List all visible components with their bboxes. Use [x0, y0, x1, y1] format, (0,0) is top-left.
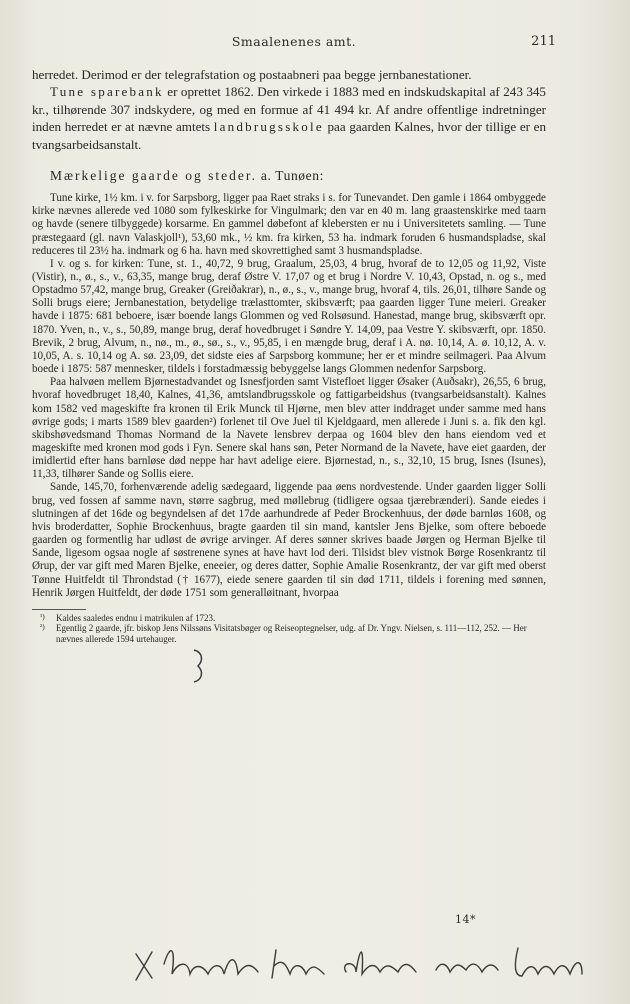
running-title: Smaalenenes amt.: [231, 34, 357, 49]
footnote-1: [40, 613, 546, 624]
section-heading-main: Mærkelige gaarde og steder.: [50, 168, 257, 184]
landbrugsskole-term: landbrugsskole: [213, 119, 324, 135]
page-header: [32, 34, 556, 50]
tune-sparebank-term: Tune sparebank: [50, 84, 164, 100]
intro-paragraph-2: [32, 83, 546, 153]
paragraph-kalnes: Paa halvøen mellem Bjørnestadvandet og Isnesfjorden samt Vistefloet ligger Øsaker (Auðsakr), 26,55, 6 brug, hvoraf hovedbruget 18,40, Kalnes, 41,36, amtslandbrugsskole og fattigarbeidshus (tvangsarbeidsanstalt). Kalnes kom 1582 ved mageskifte fra kronen til Erik Munck til Hjørne, men blev atter inddraget under samme med hans øvrige gods; i marts 1589 blev gaarden²) forlenet til Ove Juel til Kjeldgaard, men allerede i Juni s. a. fik den kgl. skibshøvedsmand Thomas Normand de la Navete lensbrev derpaa og 1604 blev den hans eiendom ved et mageskifte med kronen mod gods i Fyn. Senere skal hans søn, Peter Normand de la Navete, have eiet gaarden, der imidlertid efter hans barnløse død neppe har havt adelige eiere. Bjørnestad, n., s., 32,10, 15 brug, Isnes (Isunes), 11,33, tilhører Sande og Sollis eiere.: [32, 376, 546, 481]
footnote-2: [40, 623, 546, 644]
footnote-1-mark: ¹): [40, 611, 45, 621]
intro-paragraph-2-end: paa gaarden Kalnes, hvor der tillige er en tvangsarbeidsanstalt.: [32, 119, 546, 152]
intro-paragraph-1: herredet. Derimod er der telegrafstation og postaabneri paa begge jernbanestationer.: [32, 67, 472, 82]
intro-paragraph-2-text: er oprettet 1862. Den virkede i 1883 med en indskudskapital af 243 345 kr., tilhørende 307 indskydere, og med en formue af 41 494 kr. Af andre offentlige indretninger inden herredet er at nævne amtets: [32, 84, 546, 135]
handwritten-annotation: [130, 934, 590, 992]
paragraph-gaarde-list: I v. og s. for kirken: Tune, st. 1., 40,72, 9 brug, Graalum, 25,03, 4 brug, hvoraf de to 12,05 og 11,92, Viste (Vistir), n., ø., s., v., 63,35, mange brug, deraf Østre V. 17,07 og et brug i Nordre V. 10,43, Opstad, n. og s., med Opstadmo 57,42, mange brug, Greaker (Greiðakrar), n., ø., s., v., mange brug, hvoraf 4, tils. 26,01, tilhøre Sande og Solli brugs eiere; Jernbanestation, betydelige trælasttomter, skibsværft; paa gaarden ligger Tune meieri. Greaker havde i 1875: 681 beboere, især boende langs Glommen og ved Rolsøsund. Hanestad, mange brug, skibsværft opr. 1870. Yven, n., v., s., 50,89, mange brug, deraf hovedbruget i Søndre Y. 14,09, paa Vestre Y. skibsværft, opr. 1850. Brevik, 2 brug, Alvum, n., nø., m., ø., sø., s., v., 95,85, i en mængde brug, deraf i A. nø. 10,14, A. ø. 10,12, A. v. 10,05, A. s. 10,14 og A. sø. 23,09, det sidste eies af Sarpsborg kommune; her er et mindre seilmageri. Paa Alvum boede i 1875: 587 mennesker, tildels i forstadmæssig bebyggelse langs Glommen nedenfor Sarpsborg.: [32, 257, 546, 376]
body-text: [32, 66, 546, 644]
paragraph-sande: Sande, 145,70, forhenværende adelig sædegaard, liggende paa øens nordvestende. Under gaarden ligger Solli brug, ved fossen af samme navn, større sagbrug, med møllebrug (tidligere ogsaa tjærebrænderi). Sande eiedes i slutningen af det 16de og begyndelsen af det 17de aarhundrede af Peder Brockenhuus, der døde barnløs 1608, og hvis broderdatter, Sophie Brockenhuus, bragte gaarden til sin mand, kantsler Jens Bjelke, som oftere beboede gaarden og formentlig har udløst de øvrige arvinger. Af deres sønner skrives baade Jørgen og Herman Bjelke til Sande, ligesom ogsaa nogle af søstrenene synes at have havt lod deri. Tilsidst blev vistnok Børge Rosenkrantz til Ørup, der var gift med Maren Bjelke, eneeier, og deres datter, Sophie Amalie Rosenkrantz, der var gift med oberst Tønne Huitfeldt til Throndstad († 1677), eiede senere gaarden til sin død 1711, tildels i forening med sønnen, Henrik Jørgen Huitfeldt, der døde 1751 som generalløitnant, hvorpaa: [32, 481, 546, 599]
footnote-divider: [32, 609, 86, 610]
footnote-2-mark: ²): [40, 622, 45, 632]
margin-bracket-annotation: [190, 648, 208, 684]
footnote-1-text: Kaldes saaledes endnu i matrikulen af 1723.: [56, 612, 216, 623]
section-heading-sub: a. Tunøen:: [256, 168, 324, 184]
footnote-2-text: Egentlig 2 gaarde, jfr. biskop Jens Nilssøns Visitatsbøger og Reiseoptegnelser, udg. af Dr. Yngv. Nielsen, s. 111—112, 252. — Her nævnes allerede 1594 urtehauger.: [56, 623, 527, 644]
section-heading: [50, 168, 546, 184]
signature-mark: 14*: [455, 913, 476, 926]
paragraph-tune-kirke: Tune kirke, 1½ km. i v. for Sarpsborg, ligger paa Raet straks i s. for Tunevandet. Den gamle i 1864 ombyggede kirke nævnes allerede ved 1080 som fylkeskirke for Vingulmark; den var en 40 m. lang graastenskirke med taarn og havde (senere tilbyggede) korsarme. En gammel døbefont af klebersten er nu i Universitetets samling. — Tune præstegaard (gl. navn Valaskjoll¹), 53,60 mk., ½ km. fra kirken, 53 ha. indmark foruden 6 husmandspladse, skal reduceres til 23½ ha. indmark og 6 ha. havn med skovrettighed samt 3 husmandspladse.: [32, 192, 546, 257]
page-number: 211: [531, 34, 556, 49]
